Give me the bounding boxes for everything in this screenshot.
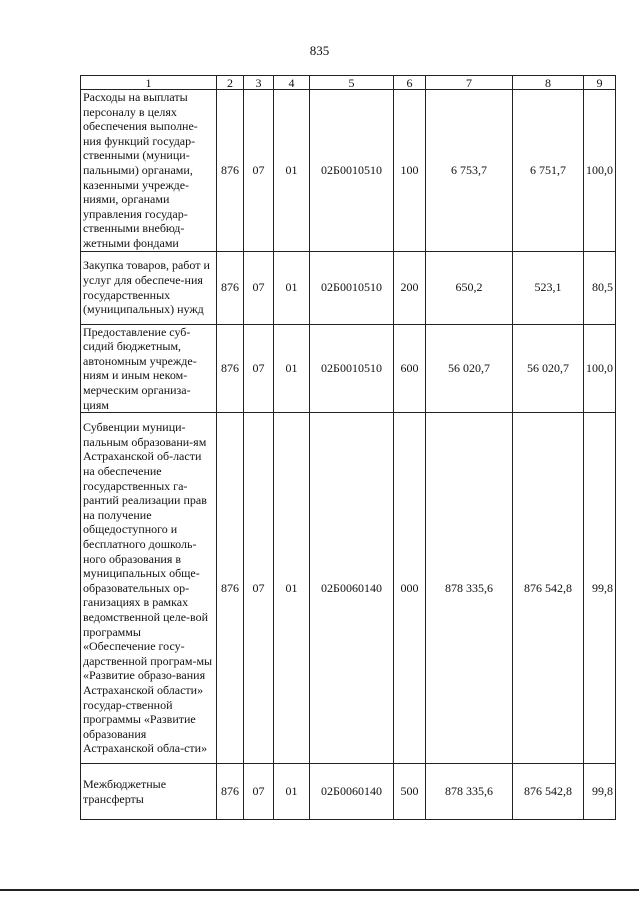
cell-subsection: 01 bbox=[274, 251, 310, 324]
row-name: Субвенции муници-пальным образовани-ям Астраханской об-ласти на обеспечение государственных га-рантий реализации прав на получение общедоступного и бесплатного дошколь-ного образования в муниципальных обще-образовательных ор-ганизациях в рамках ведомственной целе-вой программы «Обеспечение госу-дарственной програм-мы «Развитие образо-вания Астраханской области» государ-ственной программы «Развитие образования Астраханской обла-сти» bbox=[81, 413, 217, 764]
cell-planned: 56 020,7 bbox=[426, 324, 513, 413]
cell-subsection: 01 bbox=[274, 764, 310, 820]
row-name: Предоставление суб-сидий бюджетным, автономным учрежде-ниям и иным неком-мерческим организа-циям bbox=[81, 324, 217, 413]
cell-section: 07 bbox=[244, 764, 274, 820]
cell-ministry: 876 bbox=[217, 413, 244, 764]
cell-expense-type: 500 bbox=[394, 764, 426, 820]
cell-expense-type: 200 bbox=[394, 251, 426, 324]
table-row bbox=[81, 413, 616, 764]
cell-percent: 80,5 bbox=[584, 251, 616, 324]
cell-expense-type: 100 bbox=[394, 90, 426, 252]
cell-ministry: 876 bbox=[217, 324, 244, 413]
cell-ministry: 876 bbox=[217, 251, 244, 324]
cell-target-article: 02Б0060140 bbox=[310, 413, 394, 764]
column-header: 4 bbox=[274, 76, 310, 90]
cell-section: 07 bbox=[244, 413, 274, 764]
cell-percent: 100,0 bbox=[584, 324, 616, 413]
cell-expense-type: 600 bbox=[394, 324, 426, 413]
cell-subsection: 01 bbox=[274, 413, 310, 764]
cell-planned: 878 335,6 bbox=[426, 413, 513, 764]
cell-percent: 99,8 bbox=[584, 413, 616, 764]
cell-percent: 100,0 bbox=[584, 90, 616, 252]
table-row bbox=[81, 90, 616, 252]
row-name: Расходы на выплаты персоналу в целях обеспечения выполне-ния функций государ-ственными (муници-пальными) органами, казенными учрежде-ниями, органами управления государ-ственными внебюд-жетными фондами bbox=[81, 90, 217, 252]
column-header: 6 bbox=[394, 76, 426, 90]
column-header: 9 bbox=[584, 76, 616, 90]
header-row bbox=[81, 76, 616, 90]
cell-executed: 876 542,8 bbox=[513, 764, 584, 820]
column-header: 1 bbox=[81, 76, 217, 90]
row-name: Межбюджетные трансферты bbox=[81, 764, 217, 820]
column-header: 7 bbox=[426, 76, 513, 90]
cell-target-article: 02Б0010510 bbox=[310, 324, 394, 413]
cell-planned: 6 753,7 bbox=[426, 90, 513, 252]
cell-planned: 650,2 bbox=[426, 251, 513, 324]
budget-table bbox=[80, 75, 616, 820]
cell-section: 07 bbox=[244, 251, 274, 324]
row-name: Закупка товаров, работ и услуг для обеспече-ния государственных (муниципальных) нужд bbox=[81, 251, 217, 324]
page-number: 835 bbox=[309, 43, 330, 58]
cell-section: 07 bbox=[244, 324, 274, 413]
cell-target-article: 02Б0010510 bbox=[310, 90, 394, 252]
cell-section: 07 bbox=[244, 90, 274, 252]
cell-executed: 6 751,7 bbox=[513, 90, 584, 252]
cell-planned: 878 335,6 bbox=[426, 764, 513, 820]
cell-target-article: 02Б0060140 bbox=[310, 764, 394, 820]
cell-subsection: 01 bbox=[274, 324, 310, 413]
cell-target-article: 02Б0010510 bbox=[310, 251, 394, 324]
table-row bbox=[81, 251, 616, 324]
cell-subsection: 01 bbox=[274, 90, 310, 252]
column-header: 3 bbox=[244, 76, 274, 90]
column-header: 2 bbox=[217, 76, 244, 90]
cell-ministry: 876 bbox=[217, 90, 244, 252]
cell-expense-type: 000 bbox=[394, 413, 426, 764]
table-row bbox=[81, 764, 616, 820]
column-header: 5 bbox=[310, 76, 394, 90]
cell-percent: 99,8 bbox=[584, 764, 616, 820]
cell-executed: 876 542,8 bbox=[513, 413, 584, 764]
cell-executed: 523,1 bbox=[513, 251, 584, 324]
page-bottom-rule bbox=[0, 889, 639, 891]
cell-ministry: 876 bbox=[217, 764, 244, 820]
column-header: 8 bbox=[513, 76, 584, 90]
cell-executed: 56 020,7 bbox=[513, 324, 584, 413]
table-row bbox=[81, 324, 616, 413]
